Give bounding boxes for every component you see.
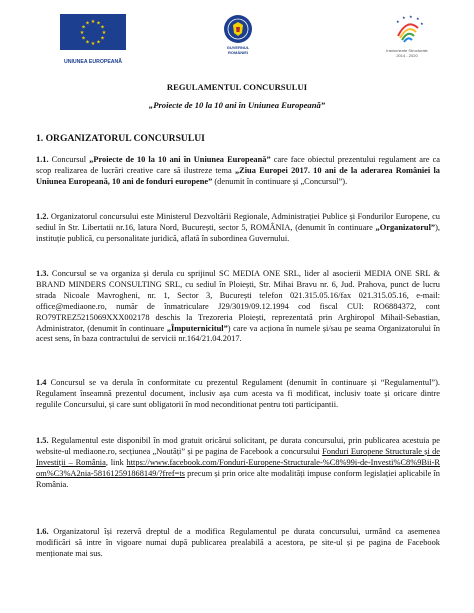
svg-text:★: ★ [81, 35, 86, 42]
paragraph-number: 1.2. [36, 212, 49, 221]
paragraph-number: 1.4 [36, 378, 47, 387]
svg-text:★: ★ [96, 39, 101, 46]
contest-theme: „Ziua Europei 2017. 10 ani de la aderarea României la Uniunea Europeană, 10 ani de fonduri europene” [36, 165, 440, 186]
svg-text:★: ★ [396, 19, 400, 24]
eu-logo [56, 14, 130, 65]
svg-text:★: ★ [416, 16, 420, 21]
svg-text:★: ★ [402, 15, 406, 20]
paragraph-number: 1.3. [36, 269, 49, 278]
svg-text:★: ★ [81, 24, 86, 31]
section-heading: 1. ORGANIZATORUL CONCURSULUI [36, 133, 205, 144]
structural-instruments-logo [378, 14, 436, 62]
government-logo [223, 14, 253, 55]
document-subtitle: „Proiecte de 10 la 10 ani în Uniunea Europeană” [148, 100, 326, 110]
paragraph-1-6: 1.6. Organizatorul își rezervă dreptul de a modifica Regulamentul pe durata concursului, urmând ca asemenea modificări să intre în vigoare numai după publicarea prealabilă a acestora, pe site-ul și pe pagina de Facebook menționate mai sus. [36, 527, 440, 558]
document-title: REGULAMENTUL CONCURSULUI [166, 82, 308, 92]
svg-text:★: ★ [79, 30, 85, 36]
paragraph-1-1: 1.1. Concursul „Proiecte de 10 la 10 ani în Uniunea Europeană” care face obiectul prezentului regulament are ca scop realizarea de lucrări creative care să ilustreze tema „Ziua Europei 2017. 10 ani de la aderarea României la Uniunea Europeană, 10 ani de fonduri europene” (denumit în continuare și „Concursul”). [36, 155, 441, 186]
svg-text:★: ★ [409, 14, 413, 19]
eu-flag-icon [60, 14, 126, 50]
government-caption: GUVERNUL ROMÂNIEI [226, 45, 250, 55]
paragraph-1-5: 1.5. Regulamentul este disponibil în mod gratuit oricărui solicitant, pe durata concursului, prin publicarea acestuia pe website-ul mediaone.ro, secțiunea „Noutăți” și pe pagina de Facebook a concursului Fonduri Europene Structurale și de Investiții – România, link https://www.facebook.com/Fonduri-Europene-Structurale-%C8%99i-de-Investi%C8%9Bii-Rom%C3%A2nia-581612591868149/?fref=ts precum și prin orice alte modalități impuse conform legislației aplicabile în România. [36, 436, 440, 489]
svg-text:★: ★ [101, 30, 107, 36]
svg-text:★: ★ [100, 35, 105, 42]
paragraph-number: 1.6. [36, 527, 49, 536]
facebook-page-link[interactable]: Fonduri Europene Structurale și de Investiții – România [36, 446, 440, 467]
paragraph-1-4: 1.4 Concursul se va derula în conformitate cu prezentul Regulament (denumit în continuare și “Regulamentul”). Regulament înseamnă prezentul document, inclusiv așa cum acesta va fi modificat, inclusiv toate și oricare dintre regulile Concursului, și care sunt obligatorii în mod neconditionat pentru toti participantii. [36, 378, 440, 409]
structural-instruments-icon [378, 14, 436, 48]
paragraph-1-3: 1.3. Concursul se va organiza și derula cu sprijinul SC MEDIA ONE SRL, lider al asocierii MEDIA ONE SRL & BRAND MINDERS CONSULTING SRL, cu sediul în Ploiești, Str. Mihai Bravu nr. 6, Jud. Prahova, punct de lucru strada Nicoale Mavrogheni, nr. 1, Sector 3, București telefon 021.315.05.16/fax 021.315.05.16, e-mail: office@mediaone.ro, număr de înmatriculare J29/3019/09.12.1994 cod fiscal CUI: RO6884372, cont RO79TREZ5215069XXX002178 deschis la Trezoreria Ploiești, reprezentată prin Arghiropol Mihail-Sebastian, Administrator, (denumit în continuare „Împuternicitul”) care va acționa în numele și/sau pe seama Organizatorului în acest sens, în baza contractului de servicii nr.164/21.04.2017. [36, 269, 440, 344]
svg-text:★: ★ [85, 20, 90, 27]
svg-text:★: ★ [96, 20, 101, 27]
agent-term: „Împuternicitul” [166, 323, 228, 333]
facebook-url-link[interactable]: https://www.facebook.com/Fonduri-Europene-Structurale-%C8%99i-de-Investi%C8%9Bii-Rom%C3%A2nia-581612591868149/?fref=ts [36, 457, 440, 478]
paragraph-number: 1.5. [36, 436, 49, 445]
eu-caption: UNIUNEA EUROPEANĂ [63, 59, 123, 65]
svg-text:★: ★ [90, 41, 96, 47]
structural-instruments-period: 2014 - 2020 [396, 53, 418, 58]
svg-text:★: ★ [90, 19, 96, 25]
organizer-term: „Organizatorul” [375, 222, 436, 232]
government-emblem-icon [223, 14, 253, 44]
structural-instruments-caption: Instrumente Structurale [386, 48, 428, 53]
paragraph-1-2: 1.2. Organizatorul concursului este Ministerul Dezvoltării Regionale, Administrației Publice și Fondurilor Europene, cu sediul în Str. Libertatii nr.16, latura Nord, București, sector 5, ROMÂNIA, (denumit în continuare „Organizatorul”), instituție publică, cu personalitate juridică, aflată în subordinea Guvernului. [36, 212, 440, 243]
svg-text:★: ★ [100, 24, 105, 31]
contest-name: „Proiecte de 10 la 10 ani în Uniunea Europeană” [89, 155, 271, 164]
svg-text:★: ★ [420, 21, 424, 26]
paragraph-number: 1.1. [36, 155, 49, 164]
svg-text:★: ★ [85, 39, 90, 46]
